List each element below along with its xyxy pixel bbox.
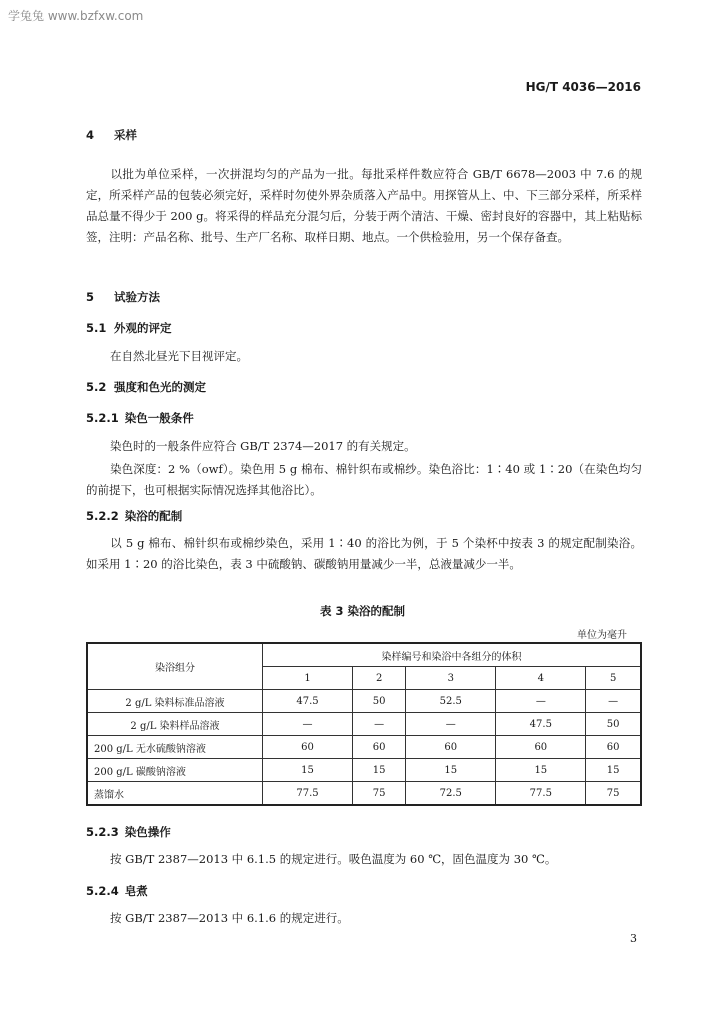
bath-composition-table [86, 642, 642, 806]
section-title: 外观的评定 [114, 321, 172, 335]
table-row [87, 759, 641, 782]
section-5-2-3-paragraph: 按 GB/T 2387—2013 中 6.1.5 的规定进行。吸色温度为 60 ℃，固色温度为 30 ℃。 [110, 852, 557, 866]
section-title: 染色一般条件 [124, 411, 194, 425]
section-5-2-4-heading [86, 883, 148, 899]
table-caption: 表 3 染浴的配制 [319, 604, 405, 618]
section-5-heading [86, 289, 160, 305]
table-cell: — [406, 713, 496, 736]
section-number: 5.1 [86, 321, 107, 335]
section-title: 强度和色光的测定 [114, 380, 206, 394]
section-number: 5.2.3 [86, 825, 119, 839]
table-cell: — [586, 690, 641, 713]
table-row [87, 782, 641, 806]
table-cell: 77.5 [263, 782, 353, 806]
table-cell: 52.5 [406, 690, 496, 713]
table-cell: 77.5 [496, 782, 586, 806]
table-head-label: 染浴组分 [87, 643, 263, 690]
row-label: 200 g/L 无水硫酸钠溶液 [87, 736, 263, 759]
section-5-2-4-paragraph: 按 GB/T 2387—2013 中 6.1.6 的规定进行。 [110, 911, 349, 925]
page-number: 3 [630, 932, 637, 945]
table-cell: 15 [353, 759, 406, 782]
watermark: 学兔兔 www.bzfxw.com [8, 9, 144, 23]
column-header: 4 [496, 667, 586, 690]
table-cell: — [496, 690, 586, 713]
column-header: 3 [406, 667, 496, 690]
column-header: 2 [353, 667, 406, 690]
section-5-2-2-paragraph [86, 533, 642, 575]
column-header: 1 [263, 667, 353, 690]
section-5-2-heading [86, 379, 206, 395]
row-label: 200 g/L 碳酸钠溶液 [87, 759, 263, 782]
table-row [87, 713, 641, 736]
table-cell: 15 [406, 759, 496, 782]
section-4-heading [86, 127, 137, 143]
table-unit: 单位为毫升 [577, 630, 627, 641]
table-cell: 60 [586, 736, 641, 759]
table-cell: — [353, 713, 406, 736]
table-cell: 60 [406, 736, 496, 759]
column-header: 5 [586, 667, 641, 690]
section-title: 皂煮 [124, 884, 148, 898]
table-cell: 15 [263, 759, 353, 782]
section-number: 5.2.2 [86, 509, 119, 523]
row-label: 蒸馏水 [87, 782, 263, 806]
table-cell: 15 [586, 759, 641, 782]
section-number: 4 [86, 128, 95, 142]
table-cell: 50 [586, 713, 641, 736]
table-cell: 72.5 [406, 782, 496, 806]
row-label: 2 g/L 染料样品溶液 [87, 713, 263, 736]
standard-number: HG/T 4036—2016 [525, 80, 641, 94]
table-cell: 47.5 [263, 690, 353, 713]
table-cell: — [263, 713, 353, 736]
table-row [87, 736, 641, 759]
table-cell: 60 [496, 736, 586, 759]
section-5-2-1-heading [86, 410, 194, 426]
paragraph-text: 以批为单位采样，一次拼混均匀的产品为一批。每批采样件数应符合 GB/T 6678—2003 中 7.6 的规定，所采样产品的包装必须完好，采样时勿使外界杂质落入产品中。用探管从上、中、下三部分采样，所采样品总量不得少于 200 g。将采得的样品充分混匀后，分装于两个清洁、干燥、密封良好的容器中，其上粘贴标签，注明：产品名称、批号、生产厂名称、取样日期、地点。一个供检验用，另一个保存备查。 [86, 167, 642, 244]
table-cell: 50 [353, 690, 406, 713]
section-title: 染浴的配制 [124, 509, 183, 523]
section-number: 5.2 [86, 380, 107, 394]
section-title: 采样 [114, 128, 137, 142]
table-cell: 60 [353, 736, 406, 759]
section-5-2-1-paragraph-2 [86, 459, 642, 501]
paragraph-text: 染色深度：2 %（owf）。染色用 5 g 棉布、棉针织布或棉纱。染色浴比：1∶40 或 1∶20（在染色均匀的前提下，也可根据实际情况选择其他浴比）。 [86, 462, 642, 497]
table-group-header: 染样编号和染浴中各组分的体积 [263, 643, 642, 667]
table-row [87, 690, 641, 713]
table-cell: 47.5 [496, 713, 586, 736]
row-label: 2 g/L 染料标准品溶液 [87, 690, 263, 713]
table-cell: 15 [496, 759, 586, 782]
section-title: 染色操作 [124, 825, 171, 839]
section-title: 试验方法 [114, 290, 160, 304]
section-number: 5.2.4 [86, 884, 119, 898]
section-5-2-3-heading [86, 824, 171, 840]
section-number: 5 [86, 290, 95, 304]
table-cell: 60 [263, 736, 353, 759]
table-cell: 75 [586, 782, 641, 806]
section-number: 5.2.1 [86, 411, 119, 425]
paragraph-text: 以 5 g 棉布、棉针织布或棉纱染色，采用 1∶40 的浴比为例，于 5 个染杯中按表 3 的规定配制染浴。如采用 1∶20 的浴比染色，表 3 中硫酸钠、碳酸钠用量减少一半，总液量减少一半。 [86, 536, 642, 571]
section-5-1-paragraph: 在自然北昼光下目视评定。 [110, 349, 248, 363]
section-5-1-heading [86, 320, 172, 336]
section-4-paragraph [86, 164, 642, 248]
section-5-2-2-heading [86, 508, 182, 524]
section-5-2-1-paragraph-1: 染色时的一般条件应符合 GB/T 2374—2017 的有关规定。 [110, 439, 416, 453]
table-cell: 75 [353, 782, 406, 806]
